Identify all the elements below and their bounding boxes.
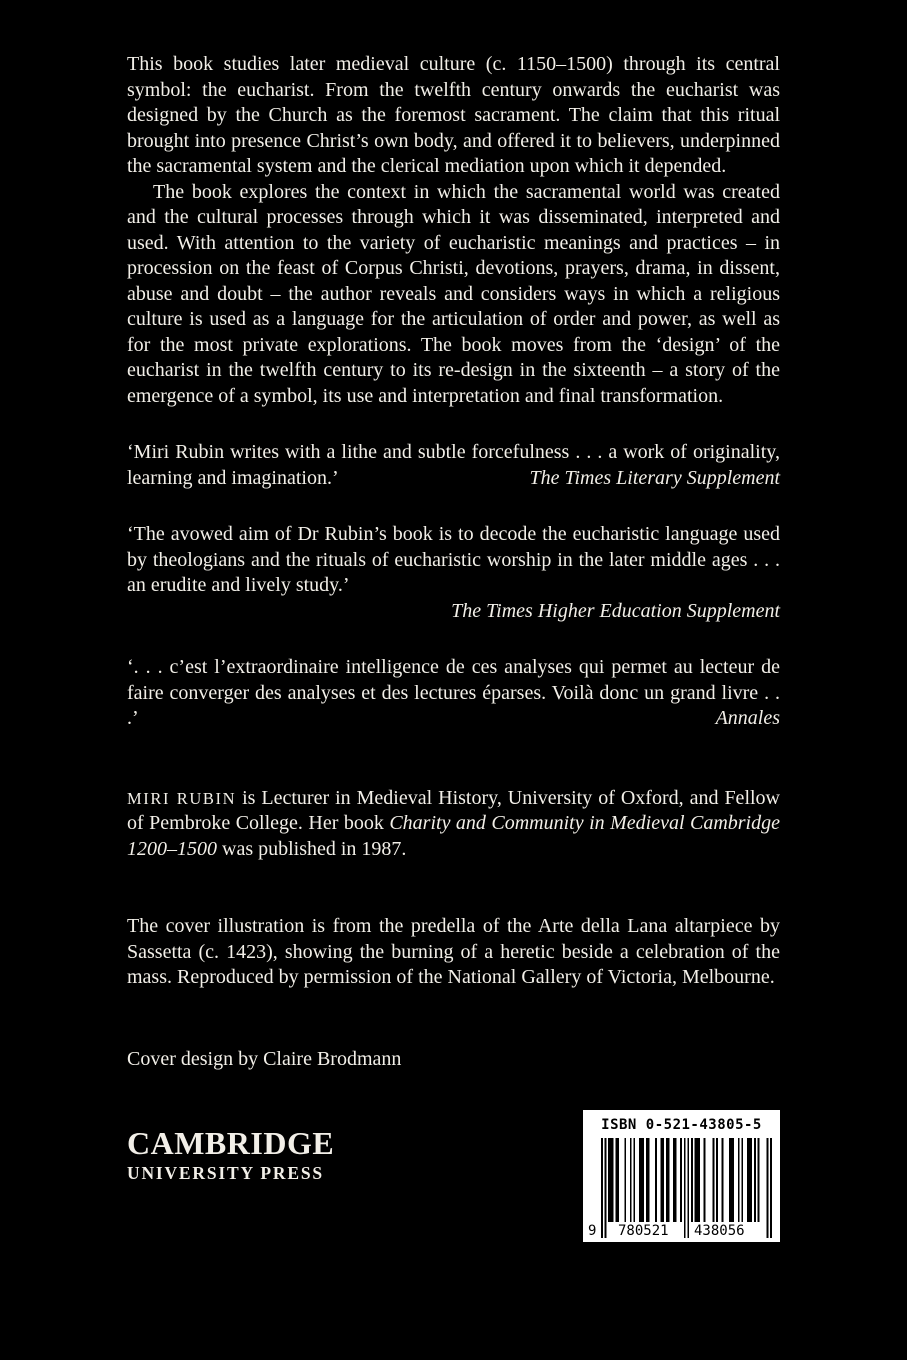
footer <box>127 1110 780 1242</box>
review-quote-tls <box>127 440 780 491</box>
barcode-bars <box>589 1138 774 1238</box>
publisher-subname: UNIVERSITY PRESS <box>127 1163 324 1183</box>
barcode-digit-left: 9 <box>588 1223 597 1239</box>
author-previous-book-title: Charity and Community in Medieval Cambridge 1200–1500 <box>127 812 780 860</box>
review-quote-thes <box>127 522 780 599</box>
publisher-logo <box>127 1126 334 1184</box>
review-quote-thes-text: ‘The avowed aim of Dr Rubin’s book is to decode the eucharistic language used by theologians and the rituals of eucharistic worship in the later middle ages . . . an erudite and lively study.’ <box>127 523 780 596</box>
blurb-paragraph-2: The book explores the context in which the sacramental world was created and the cultural processes through which it was disseminated, interpreted and used. With attention to the variety of eucharistic meanings and practices – in procession on the feast of Corpus Christi, devotions, prayers, drama, in dissent, abuse and doubt – the author reveals and considers ways in which a religious culture is used as a language for the articulation of order and power, as well as for the most private explorations. The book moves from the ‘design’ of the eucharist in the twelfth century to its re-design in the sixteenth – a story of the emergence of a symbol, its use and interpretation and final transformation. <box>127 180 780 407</box>
blurb-paragraph-1: This book studies later medieval culture (c. 1150–1500) through its central symbol: the eucharist. From the twelfth century onwards the eucharist was designed by the Church as the foremost sacrament. The claim that this ritual brought into presence Christ’s own body, and offered it to believers, underpinned the sacramental system and the clerical mediation upon which it depended. <box>127 53 780 177</box>
barcode-digits-group2: 438056 <box>694 1223 745 1239</box>
author-bio-text-1: is Lecturer in Medieval History, University of Oxford, and Fellow of Pembroke College. Her book <box>127 786 780 834</box>
author-name: MIRI RUBIN <box>127 788 237 808</box>
review-quote-tls-text: ‘Miri Rubin writes with a lithe and subtle forcefulness . . . a work of originality, learning and imagination.’ <box>127 441 780 489</box>
publisher-name: CAMBRIDGE <box>127 1125 335 1161</box>
author-bio-text-2: was published in 1987. <box>217 837 407 860</box>
author-bio <box>127 786 780 863</box>
review-source-thes: The Times Higher Education Supplement <box>451 599 780 622</box>
cover-illustration-note: The cover illustration is from the predella of the Arte della Lana altarpiece by Sassetta (c. 1423), showing the burning of a heretic beside a celebration of the mass. Reproduced by permission of the National Gallery of Victoria, Melbourne. <box>127 915 780 988</box>
isbn-number: ISBN 0-521-43805-5 <box>601 1117 762 1133</box>
review-source-annales: Annales <box>715 707 780 729</box>
review-source-tls: The Times Literary Supplement <box>529 466 780 489</box>
review-quote-annales-text: ‘. . . c’est l’extraordinaire intelligence de ces analyses qui permet au lecteur de faire converger des analyses et des lectures éparses. Voilà donc un grand livre . . .’ <box>127 656 780 729</box>
barcode-digits-group1: 780521 <box>618 1223 669 1239</box>
cover-design-credit: Cover design by Claire Brodmann <box>127 1047 402 1070</box>
isbn-barcode <box>583 1110 780 1242</box>
review-quote-annales <box>127 655 780 732</box>
